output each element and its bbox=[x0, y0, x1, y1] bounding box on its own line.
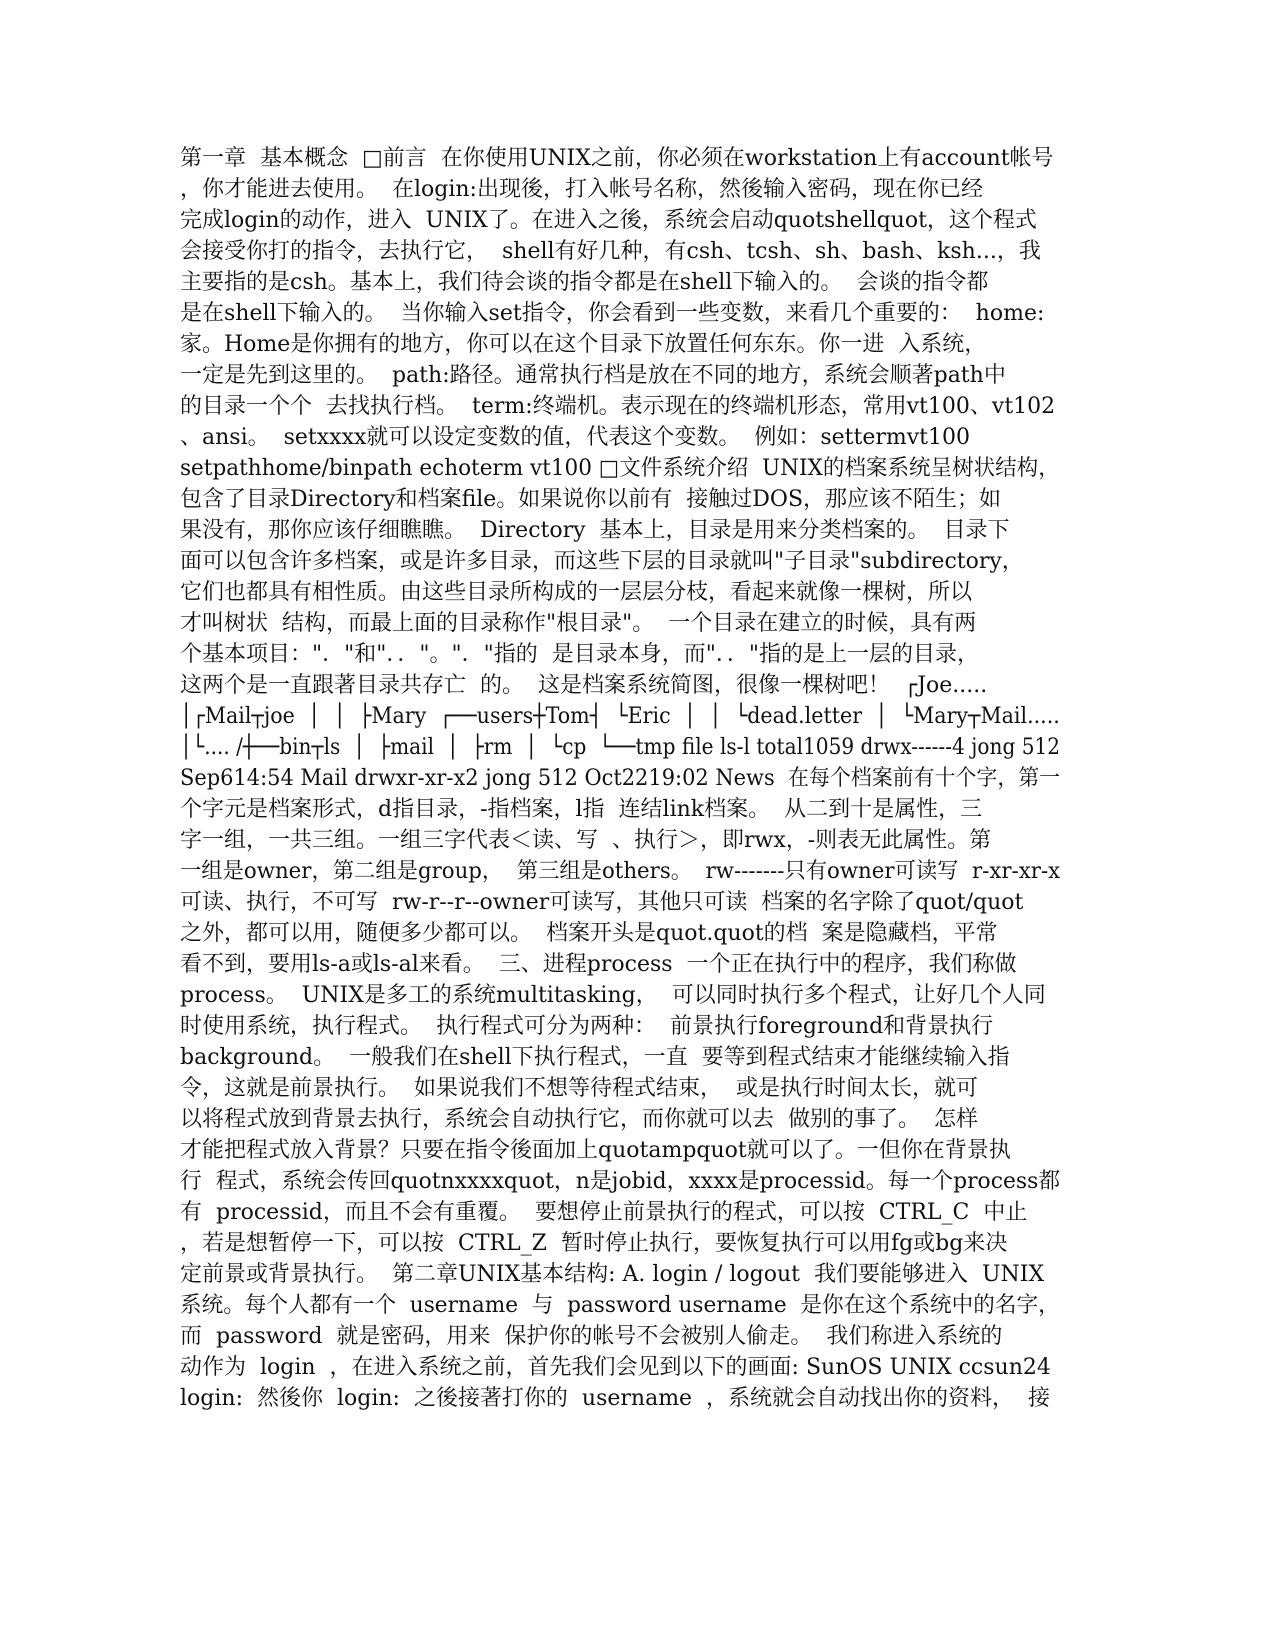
text-line: 才能把程式放入背景？只要在指令後面加上quotampquot就可以了。一但你在背景执 bbox=[180, 1138, 1011, 1163]
text-line: process。 UNIX是多工的系统multitasking， 可以同时执行多个程式，让好几个人同 bbox=[180, 983, 1046, 1008]
text-line: 一定是先到这里的。 path:路径。通常执行档是放在不同的地方，系统会顺著path中 bbox=[180, 363, 1006, 388]
text-line: 家。Home是你拥有的地方，你可以在这个目录下放置任何东东。你一进 入系统， bbox=[180, 332, 987, 357]
body-text bbox=[180, 143, 1060, 1414]
text-line: 它们也都具有相性质。由这些目录所构成的一层层分枝，看起来就像一棵树，所以 bbox=[180, 580, 973, 605]
text-line: 有 processid，而且不会有重覆。 要想停止前景执行的程式，可以按 CTRL_C 中止 bbox=[180, 1200, 1028, 1225]
text-line: 、ansi。 setxxxx就可以设定变数的值，代表这个变数。 例如：settermvt100 bbox=[180, 425, 971, 450]
text-line: setpathhome/binpath echoterm vt100 □文件系统介绍 UNIX的档案系统呈树状结构， bbox=[180, 456, 1060, 481]
text-line: 个字元是档案形式，d指目录，-指档案，l指 连结link档案。 从二到十是属性，三 bbox=[180, 797, 983, 822]
text-line: 以将程式放到背景去执行，系统会自动执行它，而你就可以去 做别的事了。 怎样 bbox=[180, 1107, 978, 1132]
text-line: 包含了目录Directory和档案file。如果说你以前有 接触过DOS，那应该不陌生；如 bbox=[180, 487, 1002, 512]
text-line: 动作为 login ，在进入系统之前，首先我们会见到以下的画面: SunOS UNIX ccsun24 bbox=[180, 1355, 1051, 1380]
text-line: login: 然後你 login: 之後接著打你的 username ，系统就会自动找出你的资料， 接 bbox=[180, 1386, 1051, 1411]
directory-tree-line: │┌Mail┬joe │ │ ├Mary ┌──users┼Tom┤ └Eric │ │ └dead.letter │ └Mary┬Mail..... bbox=[180, 704, 1060, 729]
text-line: 这两个是一直跟著目录共存亡 的。 这是档案系统简图，很像一棵树吧！ ┌Joe..... bbox=[180, 673, 988, 698]
text-line: 个基本项目："．"和"．．"。"．"指的 是目录本身，而"．．"指的是上一层的目录， bbox=[180, 642, 979, 667]
text-line: 之外，都可以用，随便多少都可以。 档案开头是quot.quot的档 案是隐藏档，平常 bbox=[180, 921, 998, 946]
text-line: background。 一般我们在shell下执行程式，一直 要等到程式结束才能继续输入指 bbox=[180, 1045, 1010, 1070]
text-line: 令，这就是前景执行。 如果说我们不想等待程式结束， 或是执行时间太长，就可 bbox=[180, 1076, 978, 1101]
text-line: ，若是想暂停一下，可以按 CTRL_Z 暂时停止执行，要恢复执行可以用fg或bg来决 bbox=[180, 1231, 1008, 1256]
text-line: 的目录一个个 去找执行档。 term:终端机。表示现在的终端机形态，常用vt100、vt102 bbox=[180, 394, 1056, 419]
text-line: 完成login的动作，进入 UNIX了。在进入之後，系统会启动quotshellquot，这个程式 bbox=[180, 208, 1037, 233]
text-line: 定前景或背景执行。 第二章UNIX基本结构: A. login / logout 我们要能够进入 UNIX bbox=[180, 1262, 1045, 1287]
text-line: 系统。每个人都有一个 username 与 password username 是你在这个系统中的名字， bbox=[180, 1293, 1060, 1318]
text-line: 第一章 基本概念 □前言 在你使用UNIX之前，你必须在workstation上有account帐号 bbox=[180, 146, 1054, 171]
text-line: 会接受你打的指令，去执行它， shell有好几种，有csh、tcsh、sh、bash、ksh...，我 bbox=[180, 239, 1041, 264]
text-line: 才叫树状 结构，而最上面的目录称作"根目录"。 一个目录在建立的时候，具有两 bbox=[180, 611, 977, 636]
text-line: Sep614:54 Mail drwxr-xr-x2 jong 512 Oct2219:02 News 在每个档案前有十个字，第一 bbox=[180, 766, 1061, 791]
text-line: 是在shell下输入的。 当你输入set指令，你会看到一些变数，来看几个重要的： home: bbox=[180, 301, 1045, 326]
text-line: 果没有，那你应该仔细瞧瞧。 Directory 基本上，目录是用来分类档案的。 目录下 bbox=[180, 518, 1010, 543]
text-line: 可读、执行，不可写 rw-r--r--owner可读写，其他只可读 档案的名字除了quot/quot bbox=[180, 890, 1024, 915]
text-line: 一组是owner，第二组是group， 第三组是others。 rw-------只有owner可读写 r-xr-xr-x bbox=[180, 859, 1061, 884]
text-line: 主要指的是csh。基本上，我们待会谈的指令都是在shell下输入的。 会谈的指令都 bbox=[180, 270, 989, 295]
text-line: 面可以包含许多档案，或是许多目录，而这些下层的目录就叫"子目录"subdirectory， bbox=[180, 549, 1024, 574]
directory-tree-line: │└.... /┼──bin┬ls │ ├mail │ ├rm │ └cp └──tmp file ls-l total1059 drwx------4 jong 512 bbox=[180, 735, 1061, 760]
text-line: 而 password 就是密码，用来 保护你的帐号不会被别人偷走。 我们称进入系统的 bbox=[180, 1324, 1003, 1349]
text-line: 看不到，要用ls-a或ls-al来看。 三、进程process 一个正在执行中的程序，我们称做 bbox=[180, 952, 1017, 977]
text-line: 行 程式，系统会传回quotnxxxxquot，n是jobid，xxxx是processid。每一个process都 bbox=[180, 1169, 1061, 1194]
text-line: 时使用系统，执行程式。 执行程式可分为两种： 前景执行foreground和背景执行 bbox=[180, 1014, 994, 1039]
text-line: ，你才能进去使用。 在login:出现後，打入帐号名称，然後输入密码，现在你已经 bbox=[180, 177, 983, 202]
text-line: 字一组，一共三组。一组三字代表＜读、写 、执行＞，即rwx，-则表无此属性。第 bbox=[180, 828, 992, 853]
